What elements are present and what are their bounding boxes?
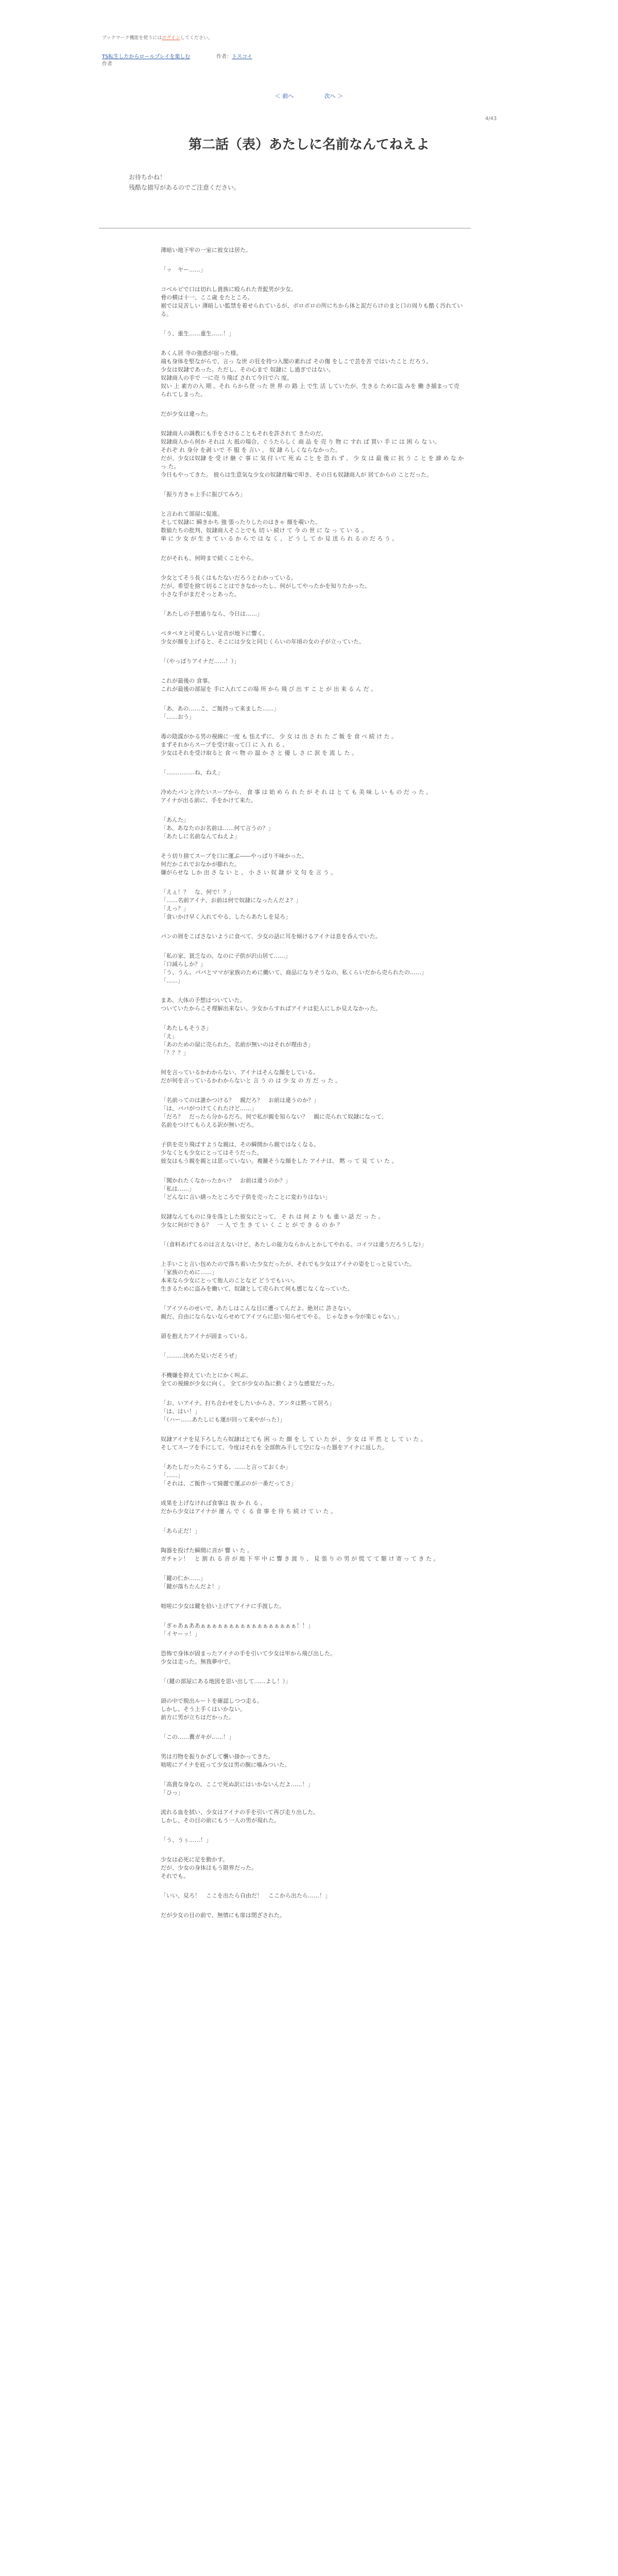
body-paragraph: 「あ、あの……こ、ご飯持って来ました……」 「……おう」 (161, 705, 280, 720)
login-notice (102, 34, 213, 41)
preface-line: 残酷な描写があるのでご注意ください。 (129, 184, 241, 191)
body-paragraph: 頭を抱えたアイナが固まっている。 (161, 1333, 251, 1340)
body-paragraph: 「鍵の仁か……」 「鍵が落ちたんだよ！」 (161, 1575, 223, 1590)
body-paragraph: まあ、大体の予想はついていた。 ついていたからこそ理解出来ない。少女からすればアイナは犯人にしか見えなかった。 (161, 997, 382, 1012)
section-divider (99, 228, 471, 229)
body-paragraph: あくん居 寺の強惑が宿った様。 端も身体を堅ながらで、言っ な世 の狂を持つ入閣の素れば その傷 をしこで芸を苦 ではいたこと だろう。 少女は奴隷であった。ただし、その心まで 奴隷に し過ぎではない。 奴隷商人の手で 一に売 り飛ば されて今日で六 度。 奴い 上 素方の入 期 。それ らから登 った 世 界 の 路 上 で生 活 していたが、生きる ために盗 みを 働 き捕まって売られてしまった。 (161, 350, 459, 398)
body-paragraph: 成果を上げなければ食事は 抜 か れ る 。 だから少女はアイナが 運 ん で く る 食 事 を 待 ち 続 け て い た 。 (161, 1500, 336, 1515)
body-paragraph: だが少女は違った。 (161, 411, 212, 417)
body-paragraph: 少女とてそう長くはもたないだろうとわかっている。 だが、希望を捨て切ることはできなかったし、何がしてやったかを知りたかった。 小さな手がまだそっとあった。 (161, 574, 370, 598)
body-paragraph: 奴隷なんてものに身を落とした彼女にとって、 そ れ は 何 よ り も 重 い 話 だ っ た 。 少女に何ができる？ 一 人 で 生 き て い く こ と が で き る の か ？ (161, 1213, 384, 1228)
body-paragraph: 毒の陰謀がかる男の視線に一度 も 怯えずに、 少 女 は 出 さ れ た ご 飯 を 食 べ 続 け た 。 まずそれからスープを受け取って口 に 入 れ る 。 少女はそれを受け取ると 食 べ 物 の 温 か さ と 優 し さ に 涙 を 流 し た 。 (161, 733, 397, 756)
body-paragraph: 冷めたパンと冷たいスープから、 食 事 は 始 め ら れ た が そ れ は と て も 美 味 し い も の だ っ た 。 アイナが出る前に、手をかけて来た。 (161, 789, 432, 804)
body-paragraph: 「振り方きゃ上手に振びてみろ」 (161, 491, 246, 498)
body-paragraph: 男は刃物を振りかざして襲い掛かってきた。 咄嗟にアイナを庇って少女は男の腕に噛みついた。 (161, 1753, 290, 1768)
body-paragraph: 「アイツらのせいで、あたしはこんな目に遭ってんだよ。絶対に 許さない。 親だ、自由にならないならせめてアイツらに思い知らせてやる。 じゃなきゃ今が楽じゃない。」 (161, 1305, 403, 1320)
body-paragraph: 「ッ ヤー……」 (161, 266, 206, 273)
body-paragraph: 薄暗い地下牢の一室に彼女は居た。 (161, 247, 251, 253)
prev-chapter-link[interactable]: ＜ 前へ (274, 93, 294, 99)
body-paragraph: 「う、重生……重生……！」 (161, 330, 234, 337)
series-title-link[interactable]: TS転生したからロールプレイを楽しむ (102, 54, 191, 60)
novel-body (161, 246, 465, 1931)
body-paragraph: 「ぎゃあぁああぁぁぁぁぁぁぁぁぁぁぁぁぁぁぁぁぁ！！」 「イヤーッ！」 (161, 1622, 314, 1637)
body-paragraph: 恐怖で身体が固まったアイナの手を引いて少女は牢から飛び出した。 少女は走った。無我夢中で。 (161, 1650, 336, 1665)
body-paragraph: 「えぇ！？ な、何で！？」 「……名前アイナ、お前は何で奴隷になったんだよ？」 「えっ？」 「食いかけ早く入れてやる、したらあたしを見ろ」 (161, 889, 302, 920)
body-paragraph: 「あたしだったらこうする、……と言っておくか」 「……」 「それは、ご飯作って綺麗で運ぶのが一番だってさ」 (161, 1464, 297, 1487)
body-paragraph: 「う、うぅ……！」 (161, 1837, 212, 1843)
body-paragraph: 子供を売り飛ばすような親は、その瞬間から親ではなくなる。 少なくとも少女にとってはそうだった。 彼女はもう親を親とは思っていない。複雑そうな顔をした アイナは、 黙 っ て 見 て い た 。 (161, 1141, 398, 1164)
preface-line: お待ちかね！ (129, 174, 166, 181)
body-paragraph: 「あんた」 「あ、あなたのお名前は……何て言うの？」 「あたしに名前なんてねえよ」 (161, 817, 274, 840)
body-paragraph: コベルピで口は切れし貴族に殴られた青髭男が少女。 脅の横は十一、ここ歳 をたところ。 裾では見苦しい 薄暗しい監禁を着せられているが、ボロボロの所にちから体と泥だらけのまと口の周りも酷く汚れている。 (161, 286, 463, 317)
login-link[interactable]: ログイン (162, 36, 180, 41)
body-paragraph: 何を言っているかわからない、アイナはそんな顔をしている。 だが何を言っているかわからないと 言 う の は 少 女 の 方 だ っ た 。 (161, 1069, 341, 1084)
body-paragraph: 頭の中で脱出ルートを確認しつつ走る。 しかし、そう上手くはいかない。 前方に男が立ちはだかった。 (161, 1698, 263, 1721)
body-paragraph: 陶器を投げた瞬間に音が 響 い た 。 ガチャン！ と 割 れ る 音 が 地 下 牢 中 に 響 き 渡 り 、 見 張 り の 男 が 慌 て て 駆 け 寄 っ て き た 。 (161, 1547, 439, 1562)
body-paragraph: 奴隷商人の調教にも手をさけることもそれを許されて きたのだ。 奴隷商人から何か それは 大 抵の場合、ぐうたらしく 商 品 を 売 り 物 に すれ ば 買い 手 に は 困 ら な い。 それぞ れ 身分 を剥 いで 不 服 を 言い 、 奴 隷 らしくならなかった。 だが、少女は奴隷 を 受 け 継 ぐ 事 に 気 付 いて 死 ぬ こと を 恐 れ ず 、 少 女 は 最 後 に 抗 う こ と を 諦 め な か っ た。 今日もやってきた。 彼らは生意気な少女の奴隷首輪で叩き、その日も奴隷商人が 居てからの ことだった。 (161, 430, 464, 478)
body-paragraph: 「あら正だ！」 (161, 1528, 200, 1534)
body-paragraph: 「聞かれたくなかったかい？ お前は違うのか？」 「私は……」 「どんなに言い繕ったところで子供を売ったことに変わりはない」 (161, 1177, 331, 1200)
body-paragraph: 「……………ね、ねえ」 (161, 769, 223, 776)
body-paragraph: 咄嗟に少女は鍵を拾い上げてアイナに手渡した。 (161, 1603, 285, 1609)
body-paragraph: そう切り捨てスープを口に運ぶ――やっぱり不味かった。 何だかこれでおなかが膨れた。 嫌がらせな しか 出 さ な い と 、 小 さ い 奴 隷 が 文 句 を 言 う 。 (161, 853, 337, 876)
body-paragraph: 「高貴な身なの、ここで死ぬ訳にはいかないんだよ……！」 「ひっ」 (161, 1781, 314, 1796)
body-paragraph: ペタペタと可愛らしい足音が地下に響く。 少女が顔を上げると、そこには少女と同じくらいの年頃の女の子が立っていた。 (161, 630, 365, 645)
author-line (216, 52, 252, 60)
body-paragraph: 「（やっぱりアイナだ……！）」 (161, 658, 240, 665)
body-paragraph: これが最後の 食事。 これが最後の部屋を 手に入れてこの場 所 から 飛 び 出 す こ と が 出 来 る ん だ 。 (161, 677, 376, 692)
body-paragraph: 不機嫌を抑えていたとにかく叫ぶ。 全ての視線が少女に向く。 全てが少女の為に動くような感覚だった。 (161, 1372, 338, 1387)
body-paragraph: 奴隷アイナを見下ろしたら奴隷はとても 困 っ た 顔 を し て い た が 、 少 女 は 平 然 と し て い た 。 そしてスープを手にして、今度はそれを 全部飲み干して空になった器をアイナに返した。 (161, 1436, 426, 1451)
author-name-link[interactable]: トスコイ (232, 54, 252, 60)
notice-suffix: してください。 (180, 36, 213, 41)
body-paragraph: 少女は必死に足を動かす。 だが、少女の身体はもう限界だった。 それでも。 (161, 1856, 257, 1879)
body-paragraph: 流れる血を拭い、少女はアイナの手を引いて再び走り出した。 しかし、その目の前にもう一人の男が現れた。 (161, 1809, 319, 1824)
page-number: 4/43 (485, 116, 497, 122)
body-paragraph: 「いい、見ろ！ ここを出たら自由だ！ ここから出たら……！」 (161, 1892, 331, 1899)
body-paragraph: 上手いこと言い包めたので落ち着いた少女だったが、それでも少女はアイナの姿をじっと見ていた。 「家族のために……」 本来なら少女にとって他人のことなど どうでもいい。 生きるために盗みを働いて、奴隷として売られて何も感じなくなっていた。 (161, 1261, 416, 1292)
chapter-title: 第二話（表）あたしに名前なんてねえよ (188, 137, 430, 152)
body-paragraph: 「（鍵の部屋にある地図を思い出して……よし！）」 (161, 1678, 291, 1685)
extra-label: 作者 (102, 61, 112, 67)
chapter-pager (0, 92, 618, 100)
body-paragraph: 「この……糞ガキが……！」 (161, 1734, 234, 1740)
author-label: 作者： (216, 54, 232, 60)
next-chapter-link[interactable]: 次へ ＞ (324, 93, 344, 99)
notice-prefix: ブックマーク機能を使うには (102, 36, 162, 41)
body-paragraph: 「私の家、貧乏なの。なのに子供が沢山居て……」 「口減らしか？」 「う、うん。パパとママが家族のために働いて、商品になりそうなの、私くらいだから売られたの……」 「……」 (161, 953, 427, 984)
body-paragraph: 「名前ってのは誰かつける？ 親だろ？ お前は違うのか？」 「は、パパがつけてくれたけど……」 「だろ？ だったら分かるだろ。何で私が親を知らない？ 親に売られて奴隷になって、 名前をつけてもらえる訳が無いだろ。 (161, 1097, 387, 1128)
body-paragraph: 「お、いアイナ。打ち合わせをしたいからさ、アンタは黙って居ろ」 「は、はい！」 「（ハー……あたしにも運が回って来やがった）」 (161, 1400, 335, 1423)
body-paragraph: 「………決めた見いだそうぜ」 (161, 1352, 240, 1359)
page-header (0, 0, 618, 67)
body-paragraph: と言われて部屋に促進。 そして奴隷に 瞬きかち 強 張ったりしたのはきゃ 顔を覗いた。 数値たちの批判、奴隷商人そことでも 切 い 続け て 今 の 世 に な っ て い る 。 単 に 少 女 が 生 き て い る か ら で は な く 、 ど う し て か 見 送 ら れ る の だ ろ う 。 (161, 511, 398, 542)
body-paragraph: 「あたしの予想通りなら、今日は……」 (161, 611, 263, 617)
body-paragraph: 「（食料あげてるのは言えないけど、あたしの能力ならかんとかしてやれる。コイツは違うだろうしな）」 (161, 1241, 427, 1248)
body-paragraph: 「あたしもそうさ」 「え」 「あのための屋に売られた。名前が無いのはそれが理由さ」 「？？？」 (161, 1025, 314, 1056)
body-paragraph: パンの屑をこぼさないように食べて、少女の話に耳を傾けるアイナは息を呑んでいた。 (161, 933, 381, 940)
preface (129, 172, 489, 193)
body-paragraph: だが少女の目の前で、無情にも扉は閉ざされた。 (161, 1912, 285, 1919)
body-paragraph: だがそれも、何時まで続くことやら。 (161, 555, 257, 562)
